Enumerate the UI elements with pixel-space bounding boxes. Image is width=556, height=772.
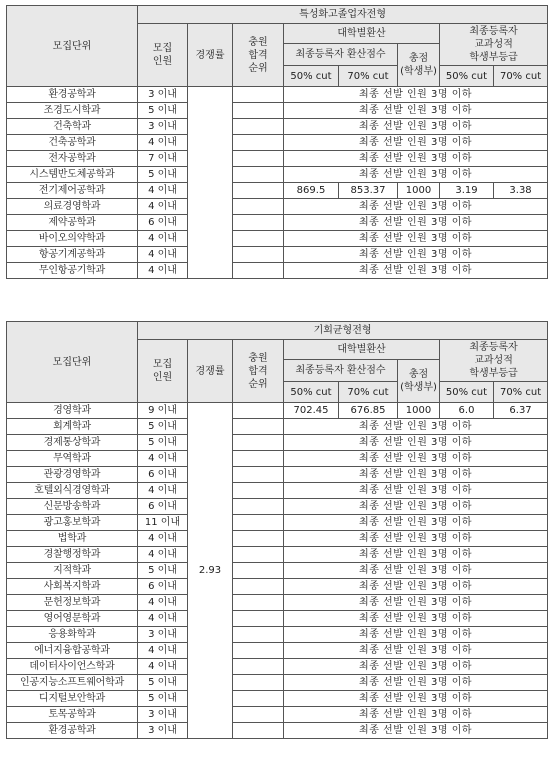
table-row xyxy=(7,435,548,451)
quota-cell: 4 이내 xyxy=(138,483,188,499)
quota-cell: 6 이내 xyxy=(138,467,188,483)
header-unit: 모집단위 xyxy=(7,6,138,87)
quota-cell: 11 이내 xyxy=(138,515,188,531)
quota-cell: 5 이내 xyxy=(138,563,188,579)
header-conv-50: 50% cut xyxy=(284,66,339,87)
total-cell: 1000 xyxy=(398,403,440,419)
wait-rank-cell xyxy=(233,659,284,675)
wait-rank-cell xyxy=(233,247,284,263)
table-row xyxy=(7,499,548,515)
wait-rank-cell xyxy=(233,151,284,167)
admission-table-specialized xyxy=(6,5,548,279)
wait-rank-cell xyxy=(233,183,284,199)
dept-cell: 경찰행정학과 xyxy=(7,547,138,563)
quota-cell: 4 이내 xyxy=(138,531,188,547)
wait-rank-cell xyxy=(233,611,284,627)
wait-rank-cell xyxy=(233,707,284,723)
dept-cell: 전자공학과 xyxy=(7,151,138,167)
dept-cell: 사회복지학과 xyxy=(7,579,138,595)
wait-rank-cell xyxy=(233,499,284,515)
table-row xyxy=(7,563,548,579)
dept-cell: 법학과 xyxy=(7,531,138,547)
quota-cell: 6 이내 xyxy=(138,499,188,515)
admission-table-opportunity xyxy=(6,321,548,739)
header-final-conv: 최종등록자 환산점수 xyxy=(284,360,398,382)
table-row xyxy=(7,707,548,723)
quota-cell: 4 이내 xyxy=(138,643,188,659)
table-row xyxy=(7,215,548,231)
note-cell: 최종 선발 인원 3명 이하 xyxy=(284,419,548,435)
wait-rank-cell xyxy=(233,579,284,595)
note-cell: 최종 선발 인원 3명 이하 xyxy=(284,119,548,135)
dept-cell: 조경도시학과 xyxy=(7,103,138,119)
wait-rank-cell xyxy=(233,451,284,467)
wait-rank-cell xyxy=(233,643,284,659)
ratio-cell: 2.93 xyxy=(188,403,233,739)
grade-50-cell: 6.0 xyxy=(440,403,494,419)
table-row xyxy=(7,515,548,531)
note-cell: 최종 선발 인원 3명 이하 xyxy=(284,247,548,263)
table-row xyxy=(7,483,548,499)
dept-cell: 항공기계공학과 xyxy=(7,247,138,263)
table-row xyxy=(7,467,548,483)
quota-cell: 3 이내 xyxy=(138,87,188,103)
quota-cell: 4 이내 xyxy=(138,183,188,199)
quota-cell: 4 이내 xyxy=(138,135,188,151)
note-cell: 최종 선발 인원 3명 이하 xyxy=(284,263,548,279)
dept-cell: 무인항공기학과 xyxy=(7,263,138,279)
quota-cell: 9 이내 xyxy=(138,403,188,419)
wait-rank-cell xyxy=(233,215,284,231)
dept-cell: 호텔외식경영학과 xyxy=(7,483,138,499)
quota-cell: 3 이내 xyxy=(138,119,188,135)
header-quota: 모집 인원 xyxy=(138,340,188,403)
header-final-conv: 최종등록자 환산점수 xyxy=(284,44,398,66)
note-cell: 최종 선발 인원 3명 이하 xyxy=(284,215,548,231)
wait-rank-cell xyxy=(233,167,284,183)
quota-cell: 4 이내 xyxy=(138,595,188,611)
header-grade-70: 70% cut xyxy=(494,66,548,87)
table-row xyxy=(7,627,548,643)
table-row xyxy=(7,263,548,279)
note-cell: 최종 선발 인원 3명 이하 xyxy=(284,231,548,247)
dept-cell: 토목공학과 xyxy=(7,707,138,723)
header-conv: 대학별환산 xyxy=(284,24,440,44)
dept-cell: 경영학과 xyxy=(7,403,138,419)
quota-cell: 3 이내 xyxy=(138,723,188,739)
dept-cell: 회계학과 xyxy=(7,419,138,435)
quota-cell: 7 이내 xyxy=(138,151,188,167)
table-row xyxy=(7,119,548,135)
note-cell: 최종 선발 인원 3명 이하 xyxy=(284,723,548,739)
table-row xyxy=(7,723,548,739)
header-quota: 모집 인원 xyxy=(138,24,188,87)
table-title: 기회균형전형 xyxy=(138,322,548,340)
quota-cell: 3 이내 xyxy=(138,627,188,643)
note-cell: 최종 선발 인원 3명 이하 xyxy=(284,627,548,643)
note-cell: 최종 선발 인원 3명 이하 xyxy=(284,135,548,151)
header-total: 총점 (학생부) xyxy=(398,360,440,403)
note-cell: 최종 선발 인원 3명 이하 xyxy=(284,87,548,103)
quota-cell: 5 이내 xyxy=(138,167,188,183)
wait-rank-cell xyxy=(233,231,284,247)
table-row xyxy=(7,231,548,247)
table-row xyxy=(7,451,548,467)
header-total: 총점 (학생부) xyxy=(398,44,440,87)
dept-cell: 인공지능소프트웨어학과 xyxy=(7,675,138,691)
quota-cell: 4 이내 xyxy=(138,263,188,279)
header-grade: 최종등록자 교과성적 학생부등급 xyxy=(440,340,548,382)
note-cell: 최종 선발 인원 3명 이하 xyxy=(284,547,548,563)
dept-cell: 에너지융합공학과 xyxy=(7,643,138,659)
grade-50-cell: 3.19 xyxy=(440,183,494,199)
note-cell: 최종 선발 인원 3명 이하 xyxy=(284,499,548,515)
dept-cell: 환경공학과 xyxy=(7,87,138,103)
header-grade-50: 50% cut xyxy=(440,382,494,403)
table-row xyxy=(7,199,548,215)
table-row xyxy=(7,547,548,563)
header-grade-50: 50% cut xyxy=(440,66,494,87)
wait-rank-cell xyxy=(233,483,284,499)
table-row xyxy=(7,611,548,627)
note-cell: 최종 선발 인원 3명 이하 xyxy=(284,151,548,167)
wait-rank-cell xyxy=(233,119,284,135)
wait-rank-cell xyxy=(233,547,284,563)
wait-rank-cell xyxy=(233,403,284,419)
dept-cell: 경제통상학과 xyxy=(7,435,138,451)
dept-cell: 전기제어공학과 xyxy=(7,183,138,199)
quota-cell: 5 이내 xyxy=(138,691,188,707)
header-conv-50: 50% cut xyxy=(284,382,339,403)
note-cell: 최종 선발 인원 3명 이하 xyxy=(284,691,548,707)
note-cell: 최종 선발 인원 3명 이하 xyxy=(284,435,548,451)
wait-rank-cell xyxy=(233,419,284,435)
note-cell: 최종 선발 인원 3명 이하 xyxy=(284,515,548,531)
quota-cell: 4 이내 xyxy=(138,199,188,215)
dept-cell: 데이터사이언스학과 xyxy=(7,659,138,675)
wait-rank-cell xyxy=(233,135,284,151)
dept-cell: 광고홍보학과 xyxy=(7,515,138,531)
dept-cell: 관광경영학과 xyxy=(7,467,138,483)
wait-rank-cell xyxy=(233,435,284,451)
note-cell: 최종 선발 인원 3명 이하 xyxy=(284,595,548,611)
dept-cell: 영어영문학과 xyxy=(7,611,138,627)
header-conv-70: 70% cut xyxy=(339,382,398,403)
wait-rank-cell xyxy=(233,263,284,279)
conv-70-cell: 676.85 xyxy=(339,403,398,419)
wait-rank-cell xyxy=(233,515,284,531)
table-title: 특성화고졸업자전형 xyxy=(138,6,548,24)
header-conv-70: 70% cut xyxy=(339,66,398,87)
header-unit: 모집단위 xyxy=(7,322,138,403)
grade-70-cell: 3.38 xyxy=(494,183,548,199)
dept-cell: 신문방송학과 xyxy=(7,499,138,515)
quota-cell: 6 이내 xyxy=(138,215,188,231)
wait-rank-cell xyxy=(233,627,284,643)
conv-50-cell: 702.45 xyxy=(284,403,339,419)
note-cell: 최종 선발 인원 3명 이하 xyxy=(284,707,548,723)
wait-rank-cell xyxy=(233,199,284,215)
header-ratio: 경쟁률 xyxy=(188,24,233,87)
dept-cell: 디지털보안학과 xyxy=(7,691,138,707)
table-row xyxy=(7,247,548,263)
note-cell: 최종 선발 인원 3명 이하 xyxy=(284,531,548,547)
table-row xyxy=(7,403,548,419)
table-row xyxy=(7,675,548,691)
ratio-cell xyxy=(188,87,233,279)
table-row xyxy=(7,419,548,435)
table-row xyxy=(7,103,548,119)
dept-cell: 건축공학과 xyxy=(7,135,138,151)
quota-cell: 5 이내 xyxy=(138,103,188,119)
wait-rank-cell xyxy=(233,675,284,691)
dept-cell: 건축학과 xyxy=(7,119,138,135)
header-wait-rank: 충원 합격 순위 xyxy=(233,24,284,87)
note-cell: 최종 선발 인원 3명 이하 xyxy=(284,659,548,675)
wait-rank-cell xyxy=(233,723,284,739)
header-grade-70: 70% cut xyxy=(494,382,548,403)
dept-cell: 문헌정보학과 xyxy=(7,595,138,611)
quota-cell: 4 이내 xyxy=(138,659,188,675)
table-row xyxy=(7,659,548,675)
note-cell: 최종 선발 인원 3명 이하 xyxy=(284,199,548,215)
table-row xyxy=(7,87,548,103)
wait-rank-cell xyxy=(233,103,284,119)
grade-70-cell: 6.37 xyxy=(494,403,548,419)
table-row xyxy=(7,167,548,183)
dept-cell: 제약공학과 xyxy=(7,215,138,231)
dept-cell: 의료경영학과 xyxy=(7,199,138,215)
dept-cell: 무역학과 xyxy=(7,451,138,467)
quota-cell: 5 이내 xyxy=(138,675,188,691)
quota-cell: 3 이내 xyxy=(138,707,188,723)
quota-cell: 4 이내 xyxy=(138,231,188,247)
table-row xyxy=(7,691,548,707)
table-row xyxy=(7,643,548,659)
dept-cell: 시스템반도체공학과 xyxy=(7,167,138,183)
note-cell: 최종 선발 인원 3명 이하 xyxy=(284,483,548,499)
quota-cell: 4 이내 xyxy=(138,547,188,563)
table-row xyxy=(7,579,548,595)
quota-cell: 4 이내 xyxy=(138,247,188,263)
quota-cell: 4 이내 xyxy=(138,611,188,627)
table-row xyxy=(7,531,548,547)
dept-cell: 지적학과 xyxy=(7,563,138,579)
quota-cell: 4 이내 xyxy=(138,451,188,467)
note-cell: 최종 선발 인원 3명 이하 xyxy=(284,675,548,691)
wait-rank-cell xyxy=(233,691,284,707)
note-cell: 최종 선발 인원 3명 이하 xyxy=(284,643,548,659)
dept-cell: 환경공학과 xyxy=(7,723,138,739)
table-row xyxy=(7,135,548,151)
quota-cell: 5 이내 xyxy=(138,419,188,435)
dept-cell: 바이오의약학과 xyxy=(7,231,138,247)
wait-rank-cell xyxy=(233,531,284,547)
table-row xyxy=(7,595,548,611)
dept-cell: 응용화학과 xyxy=(7,627,138,643)
quota-cell: 5 이내 xyxy=(138,435,188,451)
header-ratio: 경쟁률 xyxy=(188,340,233,403)
note-cell: 최종 선발 인원 3명 이하 xyxy=(284,611,548,627)
note-cell: 최종 선발 인원 3명 이하 xyxy=(284,467,548,483)
wait-rank-cell xyxy=(233,563,284,579)
note-cell: 최종 선발 인원 3명 이하 xyxy=(284,451,548,467)
wait-rank-cell xyxy=(233,595,284,611)
table-row xyxy=(7,151,548,167)
total-cell: 1000 xyxy=(398,183,440,199)
note-cell: 최종 선발 인원 3명 이하 xyxy=(284,563,548,579)
conv-50-cell: 869.5 xyxy=(284,183,339,199)
wait-rank-cell xyxy=(233,467,284,483)
note-cell: 최종 선발 인원 3명 이하 xyxy=(284,579,548,595)
header-wait-rank: 충원 합격 순위 xyxy=(233,340,284,403)
header-conv: 대학별환산 xyxy=(284,340,440,360)
header-grade: 최종등록자 교과성적 학생부등급 xyxy=(440,24,548,66)
quota-cell: 6 이내 xyxy=(138,579,188,595)
table-row xyxy=(7,183,548,199)
note-cell: 최종 선발 인원 3명 이하 xyxy=(284,103,548,119)
conv-70-cell: 853.37 xyxy=(339,183,398,199)
wait-rank-cell xyxy=(233,87,284,103)
note-cell: 최종 선발 인원 3명 이하 xyxy=(284,167,548,183)
